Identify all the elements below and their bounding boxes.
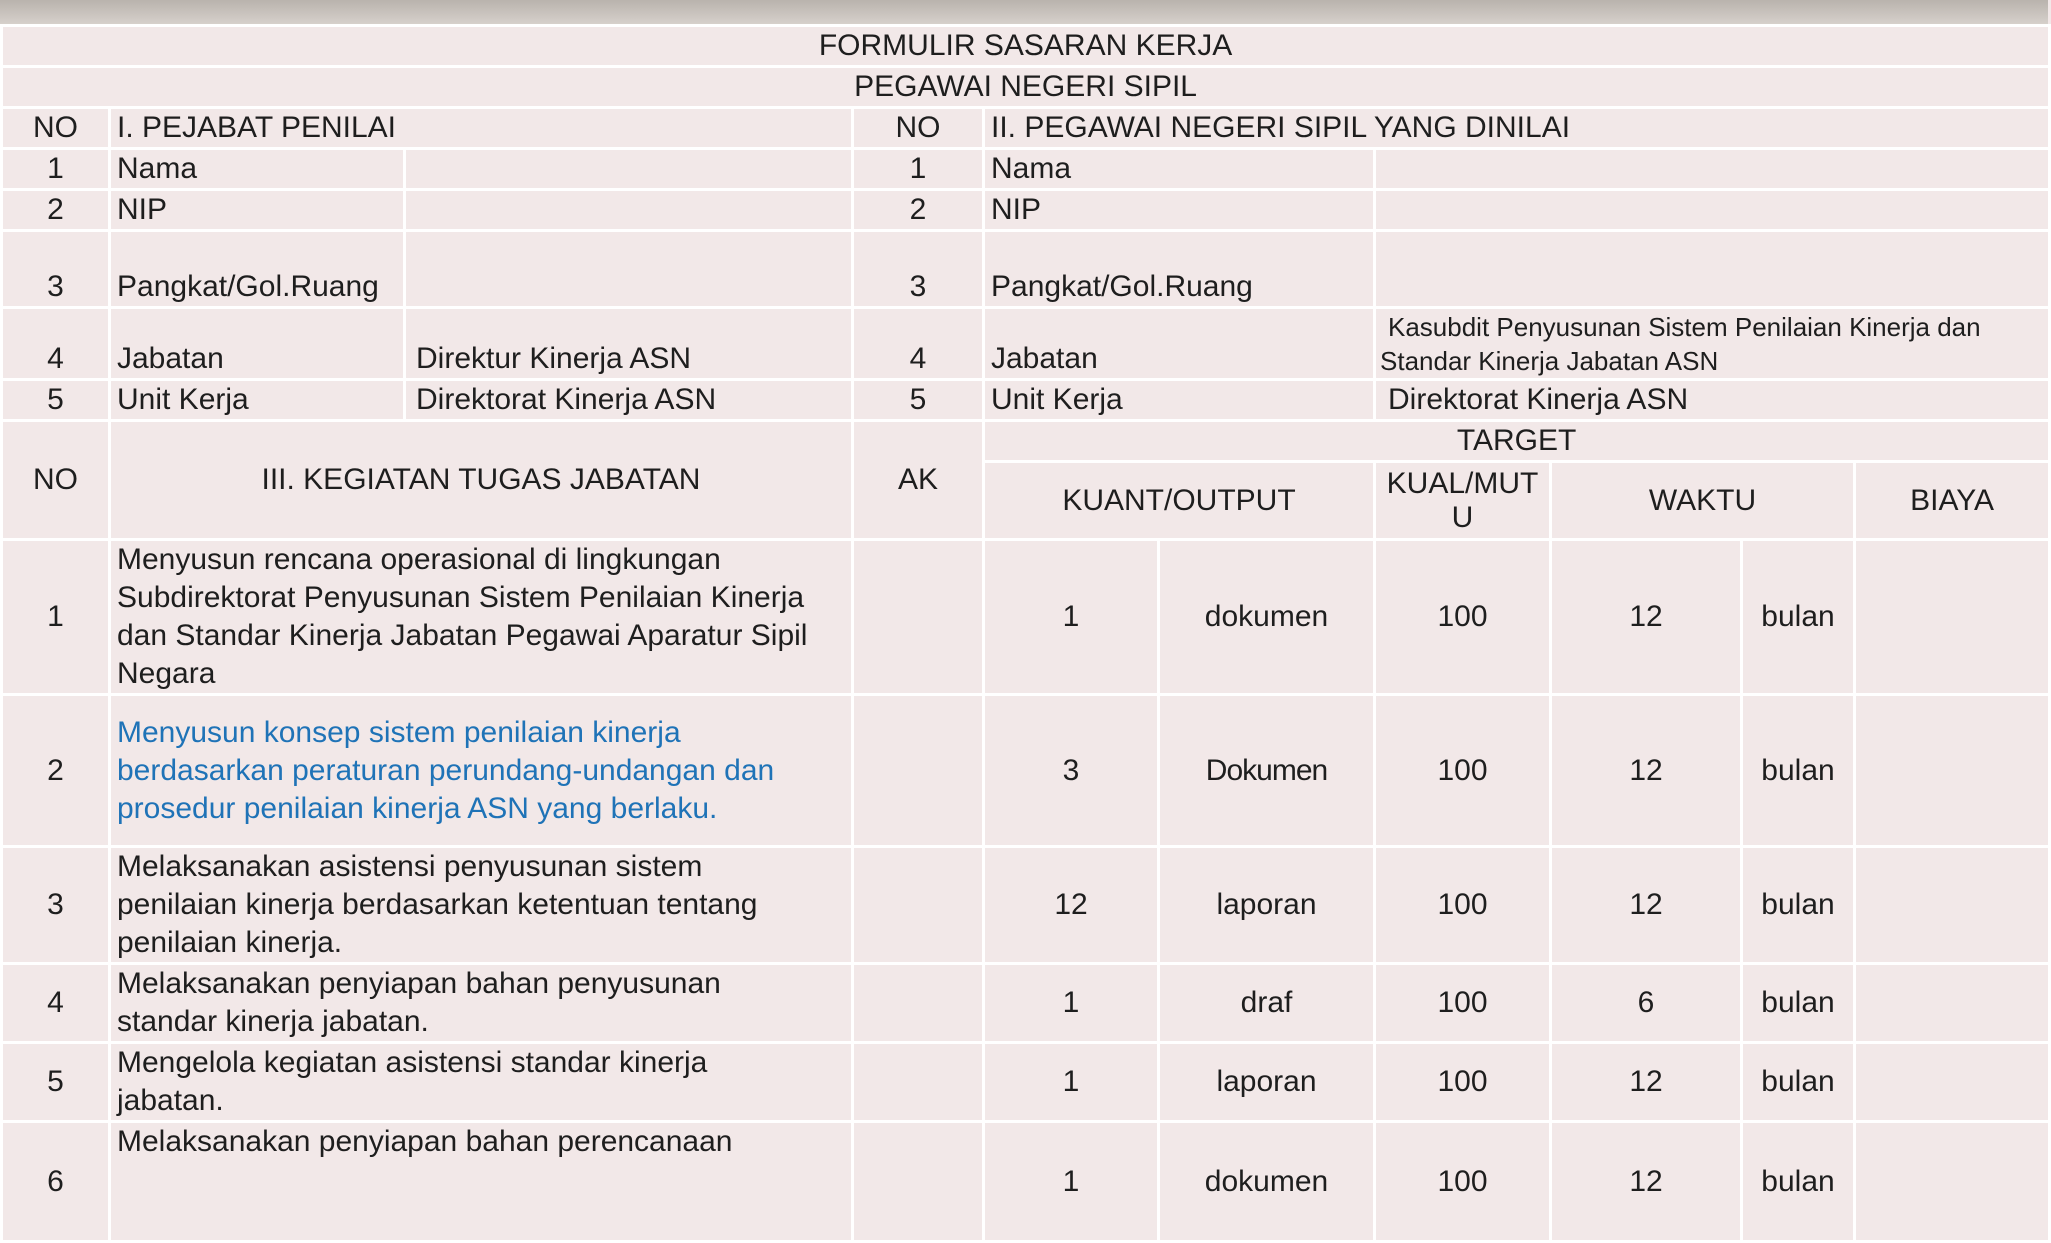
activity-waktu[interactable]: 12	[1551, 540, 1742, 695]
activity-ak[interactable]	[853, 847, 984, 964]
activity-biaya[interactable]	[1855, 1043, 2050, 1122]
activity-biaya[interactable]	[1855, 847, 2050, 964]
activity-waktu-unit[interactable]: bulan	[1742, 1043, 1855, 1122]
activity-no: 6	[2, 1122, 110, 1242]
section3-header: III. KEGIATAN TUGAS JABATAN	[110, 421, 853, 540]
activity-ak[interactable]	[853, 540, 984, 695]
activity-waktu-unit[interactable]: bulan	[1742, 695, 1855, 847]
identity-row	[2, 190, 2050, 231]
activity-no: 4	[2, 964, 110, 1043]
activity-kual[interactable]: 100	[1375, 847, 1551, 964]
biaya-header: BIAYA	[1855, 462, 2050, 540]
activity-row	[2, 847, 2050, 964]
activity-biaya[interactable]	[1855, 695, 2050, 847]
activity-waktu-unit[interactable]: bulan	[1742, 540, 1855, 695]
s2-row-value[interactable]: Kasubdit Penyusunan Sistem Penilaian Kinerja dan Standar Kinerja Jabatan ASN	[1375, 308, 2050, 380]
activity-row	[2, 964, 2050, 1043]
activity-kual[interactable]: 100	[1375, 964, 1551, 1043]
activity-kuant[interactable]: 3	[984, 695, 1159, 847]
form-subtitle: PEGAWAI NEGERI SIPIL	[2, 67, 2050, 108]
activity-waktu[interactable]: 12	[1551, 847, 1742, 964]
s2-row-no: 5	[853, 380, 984, 421]
s1-row-value[interactable]	[405, 231, 853, 308]
activity-description: Menyusun rencana operasional di lingkungan Subdirektorat Penyusunan Sistem Penilaian Kinerja dan Standar Kinerja Jabatan Pegawai Aparatur Sipil Negara	[110, 540, 853, 695]
s2-row-label: NIP	[984, 190, 1375, 231]
activity-waktu-unit[interactable]: bulan	[1742, 1122, 1855, 1242]
identity-row	[2, 149, 2050, 190]
s2-row-label: Jabatan	[984, 308, 1375, 380]
s2-row-no: 1	[853, 149, 984, 190]
activity-row	[2, 1043, 2050, 1122]
s1-row-label: Unit Kerja	[110, 380, 405, 421]
activity-description: Melaksanakan asistensi penyusunan sistem penilaian kinerja berdasarkan ketentuan tentang penilaian kinerja.	[110, 847, 853, 964]
waktu-header: WAKTU	[1551, 462, 1855, 540]
section2-no-header: NO	[853, 108, 984, 149]
activity-description: Menyusun konsep sistem penilaian kinerja berdasarkan peraturan perundang-undangan dan prosedur penilaian kinerja ASN yang berlaku.	[110, 695, 853, 847]
kuant-output-header: KUANT/OUTPUT	[984, 462, 1375, 540]
s1-row-value[interactable]	[405, 149, 853, 190]
s1-row-no: 2	[2, 190, 110, 231]
section3-no-header: NO	[2, 421, 110, 540]
activity-waktu[interactable]: 12	[1551, 1043, 1742, 1122]
s2-row-label: Unit Kerja	[984, 380, 1375, 421]
activity-kual[interactable]: 100	[1375, 695, 1551, 847]
section3-ak-header: AK	[853, 421, 984, 540]
s1-row-label: Jabatan	[110, 308, 405, 380]
activity-waktu[interactable]: 12	[1551, 1122, 1742, 1242]
activity-description: Melaksanakan penyiapan bahan perencanaan	[110, 1122, 853, 1242]
activity-waktu[interactable]: 12	[1551, 695, 1742, 847]
s1-row-no: 1	[2, 149, 110, 190]
s2-row-value[interactable]	[1375, 231, 2050, 308]
s1-row-value[interactable]: Direktur Kinerja ASN	[405, 308, 853, 380]
activity-ak[interactable]	[853, 695, 984, 847]
s1-row-no: 5	[2, 380, 110, 421]
s1-row-label: NIP	[110, 190, 405, 231]
activity-ak[interactable]	[853, 1043, 984, 1122]
activity-biaya[interactable]	[1855, 540, 2050, 695]
s1-row-label: Pangkat/Gol.Ruang	[110, 231, 405, 308]
section2-header: II. PEGAWAI NEGERI SIPIL YANG DINILAI	[984, 108, 2050, 149]
s1-row-value[interactable]: Direktorat Kinerja ASN	[405, 380, 853, 421]
activity-no: 5	[2, 1043, 110, 1122]
identity-row	[2, 380, 2050, 421]
activity-row	[2, 695, 2050, 847]
activity-no: 3	[2, 847, 110, 964]
activity-waktu-unit[interactable]: bulan	[1742, 847, 1855, 964]
activity-kuant[interactable]: 1	[984, 1043, 1159, 1122]
activity-output[interactable]: laporan	[1159, 847, 1375, 964]
activity-ak[interactable]	[853, 1122, 984, 1242]
title-row	[2, 26, 2050, 67]
activity-biaya[interactable]	[1855, 1122, 2050, 1242]
activity-row	[2, 1122, 2050, 1242]
s1-row-value[interactable]	[405, 190, 853, 231]
activity-kual[interactable]: 100	[1375, 1122, 1551, 1242]
section1-no-header: NO	[2, 108, 110, 149]
form-title: FORMULIR SASARAN KERJA	[2, 26, 2050, 67]
section1-header: I. PEJABAT PENILAI	[110, 108, 853, 149]
s1-row-no: 3	[2, 231, 110, 308]
activity-output[interactable]: dokumen	[1159, 1122, 1375, 1242]
activity-no: 1	[2, 540, 110, 695]
s2-row-value[interactable]: Direktorat Kinerja ASN	[1375, 380, 2050, 421]
activity-output[interactable]: Dokumen	[1159, 695, 1375, 847]
subtitle-row	[2, 67, 2050, 108]
s2-row-value[interactable]	[1375, 190, 2050, 231]
s2-row-label: Pangkat/Gol.Ruang	[984, 231, 1375, 308]
s2-row-value[interactable]	[1375, 149, 2050, 190]
activity-waktu[interactable]: 6	[1551, 964, 1742, 1043]
activity-kual[interactable]: 100	[1375, 1043, 1551, 1122]
spreadsheet-sheet	[0, 24, 2048, 1198]
activity-description: Mengelola kegiatan asistensi standar kinerja jabatan.	[110, 1043, 853, 1122]
sasaran-kerja-table	[0, 24, 2051, 1243]
activity-biaya[interactable]	[1855, 964, 2050, 1043]
activity-output[interactable]: dokumen	[1159, 540, 1375, 695]
s2-row-no: 3	[853, 231, 984, 308]
target-header: TARGET	[984, 421, 2050, 462]
activity-kual[interactable]: 100	[1375, 540, 1551, 695]
activity-output[interactable]: laporan	[1159, 1043, 1375, 1122]
identity-row	[2, 231, 2050, 308]
activity-description: Melaksanakan penyiapan bahan penyusunan standar kinerja jabatan.	[110, 964, 853, 1043]
section3-header-row	[2, 421, 2050, 462]
s2-row-label: Nama	[984, 149, 1375, 190]
activity-row	[2, 540, 2050, 695]
activity-kuant[interactable]: 1	[984, 540, 1159, 695]
identity-row	[2, 308, 2050, 380]
activity-no: 2	[2, 695, 110, 847]
activity-kuant[interactable]: 12	[984, 847, 1159, 964]
section-header-row	[2, 108, 2050, 149]
s1-row-label: Nama	[110, 149, 405, 190]
activity-output[interactable]: draf	[1159, 964, 1375, 1043]
activity-ak[interactable]	[853, 964, 984, 1043]
s2-row-no: 2	[853, 190, 984, 231]
s2-row-no: 4	[853, 308, 984, 380]
activity-kuant[interactable]: 1	[984, 964, 1159, 1043]
kual-mutu-header: KUAL/MUTU	[1375, 462, 1551, 540]
s1-row-no: 4	[2, 308, 110, 380]
top-bar	[0, 0, 2048, 24]
activity-waktu-unit[interactable]: bulan	[1742, 964, 1855, 1043]
activity-kuant[interactable]: 1	[984, 1122, 1159, 1242]
